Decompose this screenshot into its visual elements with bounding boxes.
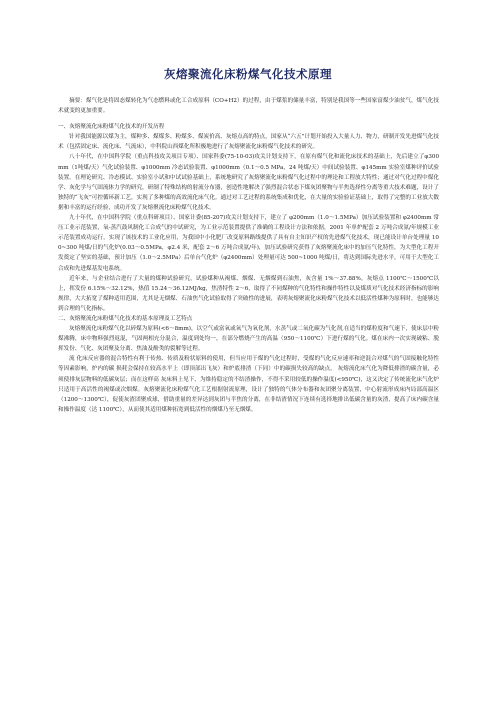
- document-body: [58, 96, 439, 415]
- section-2-heading: 二、灰熔聚流化床粉煤气化技术的基本原理及工艺特点: [58, 315, 193, 322]
- section-1-paragraph-3: 九十年代，在中国科学院（重点科研项目）、国家计委(85-207)攻关计划支持下，建立了 φ200mm（1.0～1.5MPa）加压试验装置和 φ2400mm 常压工业示范装置，氧-蒸汽鼓风制化工合成气的中试研究，为工业示范装置提供了准确的工程设计方法和依据，2001 年单炉配套 2 万吨合成氨/年规模工业示范装置成功运行，实现了该技术的工业化应用，为我国中小化肥厂改变原料路线提供了具有自主知识产权的先进煤气化技术，现已能设计单台处理量 100~300 吨煤/日的气化炉(0.03～0.5MPa，φ2.4 米，配套 2～6 万吨合成氨/年)，加压试验研究获得了灰熔聚流化床中的加压气化特性，为大型化工程开发奠定了坚实的基础，预计加压（1.0～2.5MPa）后单台气化炉（φ2400mm）处理量可达 500~1000 吨煤/日，将达到国际先进水平，可用于大型化工合成和先进煤基发电系统。: [58, 215, 439, 272]
- section-2-paragraph-1: 灰熔聚流化床粉煤气化以碎煤为原料(<6～8mm)，以空气或富氧或氧气为氧化剂，水蒸气或二氧化碳为气化剂,在适当的煤粒度和气速下，使床层中粉煤沸腾，床中物料强烈返混，气固两相充分混合，温度到处均一，在部分燃烧产生的高温（950～1100℃）下进行煤的气化。煤在床内一次实现破粘、脱挥发份、气化、灰团聚及分离、焦油及酚类的裂解等过程。: [58, 326, 439, 353]
- section-1-paragraph-4: 近年来，与企业结合进行了大量的煤种试验研究，试验煤种从褐煤、烟煤、无烟煤到石油焦，灰含量 1%～37.88%，灰熔点 1100℃～1500℃以上，挥发份 6.15%～32.12%，热值 15.24～36.12MJ/kg，焦渣特性 2～6，取得了不同煤种的气化特性和操作特性以及煤质对气化技术经济指标的影响规律，大大拓宽了煤种适用范围，尤其是无烟煤、石油焦气化试验取得了突破性的进展，表明灰熔聚流化床粉煤气化技术以低活性煤种为原料时，也能够达到合理的气化指标。: [58, 275, 439, 312]
- section-1-paragraph-1: 针对我国能源以煤为主，煤种多、煤煤多、粉煤多、煤炭价高、灰熔点高的特点，国家从“六五”计划开始投入大量人力、物力，研制开发先进煤气化技术（包括固定床、流化床、气流床），中科院山西煤化所积极地进行了灰熔聚流化床粉煤气化技术的研究。: [58, 134, 439, 151]
- section-1-paragraph-2: 八十年代，在中国科学院（重点科技攻关项目专项）、国家科委(75-10-03)攻关计划支持下，在原有煤气化和流化床技术的基础上，先后建立了φ300mm（1吨煤/天）气化试验装置、φ1000mm 冷态试验装置、φ1000mm（0.1～0.5 MPa，24 吨煤/天）中间试验装置、φ145mm 实验室煤种评价试验装置。在理论研究、冷态模试、实验室小试和中试试验基础上，系统地研究了灰熔聚流化床粉煤气化过程中的理论和工程放大特性；通过对气化过程中煤化学、灰化学与气固流体力学的研究，研制了特殊结构的射流分布器，创造性地解决了强烈混合状态下煤灰团聚物与半焦选择性分离等重大技术难题，设计了独特的“飞灰”可控循环新工艺，实现了多种煤的高效流化床气化。通过对工艺过程的系统集成和优化，在大量的实验验证基础上，取得了完整的工业放大数据和丰富的运行经验，成功开发了灰熔聚流化床粉煤气化技术。: [58, 154, 439, 211]
- document-title: 灰熔聚流化床粉煤气化技术原理: [164, 67, 332, 81]
- section-1-heading: 一、灰熔聚流化床粉煤气化技术的开发历程: [58, 124, 165, 131]
- section-2-paragraph-2: 流 化床反应器的混合特性有利于传热、传质及粉状原料的使用，但当应用于煤的气化过程时，受煤的气化反应速率和逆混合对煤气的气固接触化特性等因素影响，炉内的碳 损耗会保持在较高水平上（即顶部出飞灰）和炉底排渣（下同）中的碳损失较高的缺点。 灰熔流化床气化为降低排渣的碳含量，必须使排灰层物料的低碳灰层；而在这样高 灰床料上见下，为维持稳定的不结渣操作，不得不采用较低的操作温度(<950℃)，这又决定了传统流化床气化炉只适用于高活性的褐煤或次烟煤。灰熔聚流化床粉煤气化工艺根据射流原理，设计了独特的气体分布器和灰团聚分离装置，中心射流形成床内局部高温区（1200～1300℃），促使灰渣团聚成球，借助重量的差异达到灰团与半焦的分离，在非结渣情况下连续有选择地排出低碳含量的灰渣，提高了床内碳含量和操作温度（达 1100℃），从而使其适用煤种拓宽到低活性的烟煤乃至无烟煤。: [58, 356, 439, 413]
- abstract-paragraph: 摘要：煤气化是将固态煤转化为气态燃料或化工合成原料（CO+H2）的过程，由于煤浆的储量丰富，特别是我国等一些国家富煤少油贫气，煤气化技术就变的更加重要。: [58, 98, 439, 115]
